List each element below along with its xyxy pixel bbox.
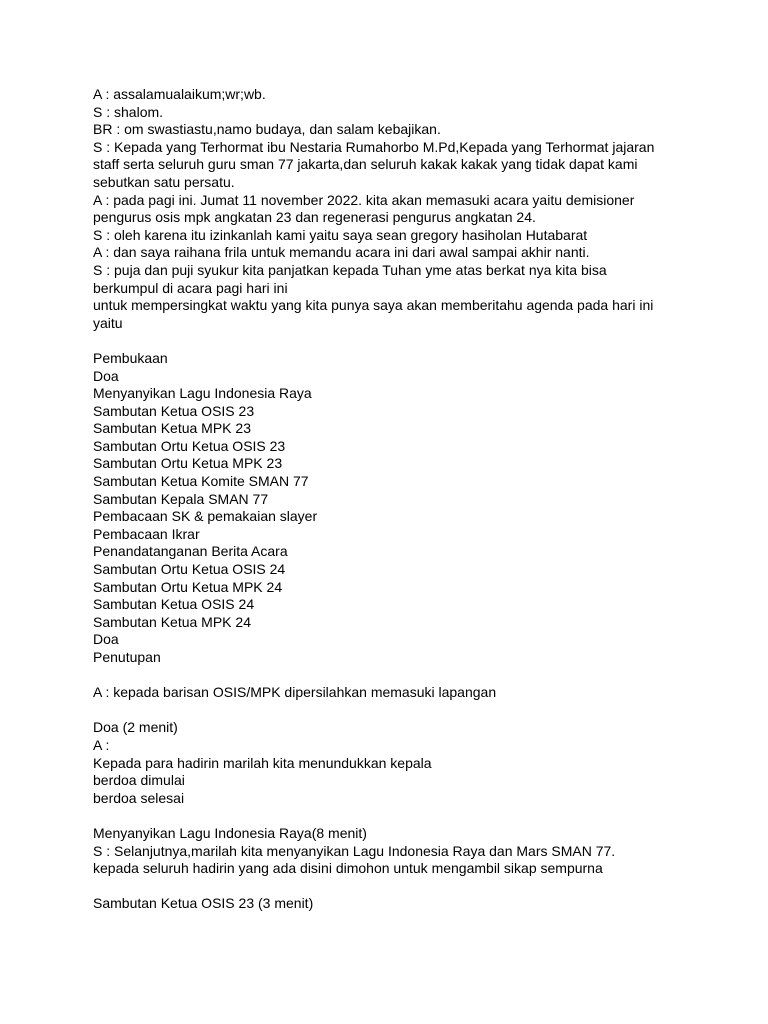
blank-line bbox=[93, 807, 683, 825]
agenda-item: Sambutan Ortu Ketua OSIS 23 bbox=[93, 437, 286, 454]
script-line: kepada seluruh hadirin yang ada disini dimohon untuk mengambil sikap sempurna bbox=[93, 860, 603, 877]
anthem-section bbox=[93, 825, 683, 878]
script-line: berdoa dimulai bbox=[93, 772, 185, 789]
blank-line bbox=[93, 878, 683, 896]
agenda-list bbox=[93, 350, 683, 667]
section-heading: Sambutan Ketua OSIS 23 (3 menit) bbox=[93, 895, 314, 912]
intro-line: S : puja dan puji syukur kita panjatkan kepada Tuhan yme atas berkat nya kita bisa bbox=[93, 261, 607, 278]
blank-line bbox=[93, 667, 683, 685]
agenda-item: Pembacaan Ikrar bbox=[93, 525, 200, 542]
entry-instruction: A : kepada barisan OSIS/MPK dipersilahkan memasuki lapangan bbox=[93, 684, 497, 701]
agenda-item: Sambutan Ortu Ketua OSIS 24 bbox=[93, 561, 286, 578]
agenda-item: Sambutan Ketua Komite SMAN 77 bbox=[93, 473, 309, 490]
script-line: S : Selanjutnya,marilah kita menyanyikan Lagu Indonesia Raya dan Mars SMAN 77. bbox=[93, 842, 616, 859]
agenda-item: Doa bbox=[93, 367, 119, 384]
intro-line: berkumpul di acara pagi hari ini bbox=[93, 279, 288, 296]
agenda-item: Menyanyikan Lagu Indonesia Raya bbox=[93, 385, 312, 402]
agenda-item: Sambutan Ketua MPK 24 bbox=[93, 613, 251, 630]
agenda-item: Sambutan Kepala SMAN 77 bbox=[93, 490, 269, 507]
blank-line bbox=[93, 702, 683, 720]
agenda-item: Pembukaan bbox=[93, 349, 168, 366]
intro-line: A : pada pagi ini. Jumat 11 november 2022. kita akan memasuki acara yaitu demisioner bbox=[93, 191, 635, 208]
intro-line: yaitu bbox=[93, 314, 123, 331]
intro-line: S : Kepada yang Terhormat ibu Nestaria Rumahorbo M.Pd,Kepada yang Terhormat jajaran bbox=[93, 138, 655, 155]
document-body bbox=[93, 86, 683, 913]
script-line: berdoa selesai bbox=[93, 789, 185, 806]
intro-line: staff serta seluruh guru sman 77 jakarta,dan seluruh kakak kakak yang tidak dapat kami bbox=[93, 156, 638, 173]
intro-line: sebutkan satu persatu. bbox=[93, 173, 235, 190]
intro-line: untuk mempersingkat waktu yang kita punya saya akan memberitahu agenda pada hari ini bbox=[93, 297, 654, 314]
intro-line: A : dan saya raihana frila untuk memandu acara ini dari awal sampai akhir nanti. bbox=[93, 244, 590, 261]
intro-line: S : oleh karena itu izinkanlah kami yaitu saya sean gregory hasiholan Hutabarat bbox=[93, 226, 588, 243]
doa-section bbox=[93, 719, 683, 807]
agenda-item: Doa bbox=[93, 631, 119, 648]
agenda-item: Sambutan Ortu Ketua MPK 23 bbox=[93, 455, 283, 472]
intro-line: S : shalom. bbox=[93, 103, 164, 120]
section-heading: Doa (2 menit) bbox=[93, 719, 178, 736]
intro-line: A : assalamualaikum;wr;wb. bbox=[93, 86, 266, 102]
section-heading: Menyanyikan Lagu Indonesia Raya(8 menit) bbox=[93, 824, 367, 841]
agenda-item: Sambutan Ketua OSIS 24 bbox=[93, 596, 255, 613]
blank-line bbox=[93, 332, 683, 350]
agenda-item: Sambutan Ketua OSIS 23 bbox=[93, 402, 255, 419]
intro-line: pengurus osis mpk angkatan 23 dan regenerasi pengurus angkatan 24. bbox=[93, 209, 536, 226]
agenda-item: Sambutan Ketua MPK 23 bbox=[93, 420, 251, 437]
agenda-item: Pembacaan SK & pemakaian slayer bbox=[93, 508, 318, 525]
script-line: Kepada para hadirin marilah kita menundukkan kepala bbox=[93, 754, 432, 771]
speaker-line: A : bbox=[93, 736, 110, 753]
intro-line: BR : om swastiastu,namo budaya, dan salam kebajikan. bbox=[93, 121, 441, 138]
agenda-item: Penutupan bbox=[93, 649, 161, 665]
agenda-item: Penandatanganan Berita Acara bbox=[93, 543, 288, 560]
agenda-item: Sambutan Ortu Ketua MPK 24 bbox=[93, 578, 283, 595]
intro-section bbox=[93, 86, 683, 332]
